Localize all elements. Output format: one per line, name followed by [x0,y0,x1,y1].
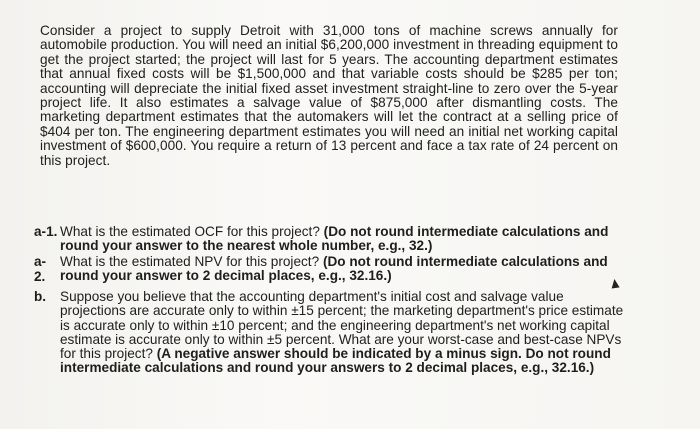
mouse-pointer-icon [610,278,619,288]
question-b-instruction: (A negative answer should be indicated by a minus sign. Do not round intermediate calculations and round your answers to 2 decimal places, e.g., 32.16.) [60,346,611,376]
question-a1-instruction: (Do not round intermediate calculations and round your answer to the nearest whole number, e.g., 32.) [60,224,609,254]
question-a2-instruction: (Do not round intermediate calculations and round your answer to 2 decimal places, e.g., 32.16.) [60,254,608,284]
question-b-label: b. [34,289,47,304]
problem-statement: Consider a project to supply Detroit with 31,000 tons of machine screws annually for automobile production. You will need an initial $6,200,000 investment in threading equipment to get the project started; the project will last for 5 years. The accounting department estimates that annual fixed costs will be $1,500,000 and that variable costs should be $285 per ton; accounting will depreciate the initial fixed asset investment straight-line to zero over the 5-year project life. It also estimates a salvage value of $875,000 after dismantling costs. The marketing department estimates that the automakers will let the contract at a selling price of $404 per ton. The engineering department estimates you will need an initial net working capital investment of $600,000. You require a return of 13 percent and face a tax rate of 24 percent on this project. [40,23,618,168]
question-b-text: Suppose you believe that the accounting department's initial cost and salvage value projections are accurate only to within ±15 percent; the marketing department's price estimate is accurate only to within ±10 percent; and the engineering department's net working capital estimate is accurate only to within ±5 percent. What are your worst-case and best-case NPVs for this project? [60,289,624,362]
question-a2-label-bottom: 2. [34,269,46,284]
question-a1-label: a-1. [34,224,58,239]
question-a2-text: What is the estimated NPV for this project? [60,254,320,269]
question-a1-text: What is the estimated OCF for this project? [60,224,320,239]
question-a2-label-top: a- [34,254,47,269]
